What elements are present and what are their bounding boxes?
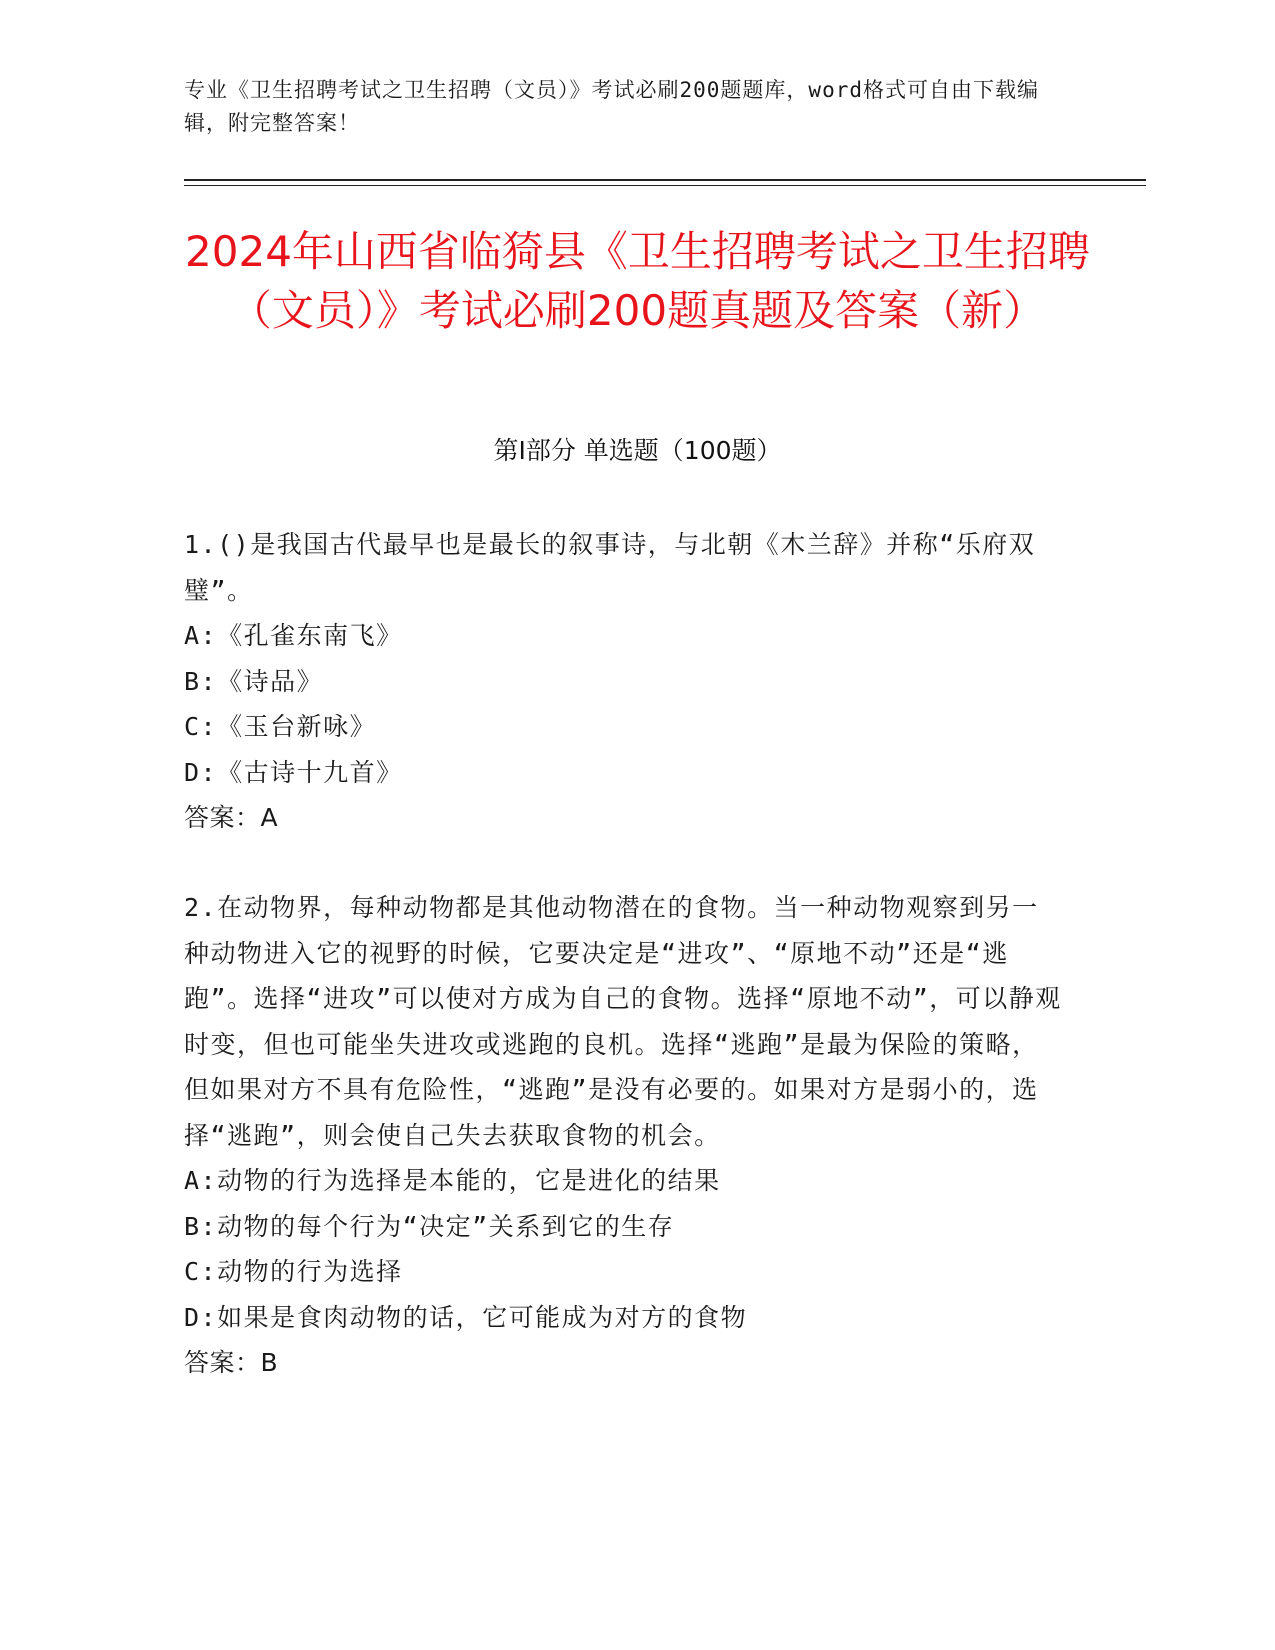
document-title: 2024年山西省临猗县《卫生招聘考试之卫生招聘（文员）》考试必刷200题真题及答案（新）: [185, 227, 1090, 335]
section-heading: 第I部分 单选题（100题）: [493, 436, 782, 465]
option-d: D:《古诗十九首》: [184, 757, 403, 787]
answer-line: 答案：B: [184, 1348, 279, 1377]
question-2: [184, 885, 1064, 1386]
header-divider-thin: [184, 185, 1146, 186]
header-note: 专业《卫生招聘考试之卫生招聘（文员）》考试必刷200题题库，word格式可自由下载编辑，附完整答案！: [184, 78, 1039, 135]
question-stem: 1.()是我国古代最早也是最长的叙事诗，与北朝《木兰辞》并称“乐府双璧”。: [184, 530, 1036, 605]
option-b: B:动物的每个行为“决定”关系到它的生存: [184, 1211, 675, 1241]
answer-line: 答案：A: [184, 803, 279, 832]
option-b: B:《诗品》: [184, 666, 324, 696]
question-1: [184, 522, 1064, 841]
question-stem: 2.在动物界，每种动物都是其他动物潜在的食物。当一种动物观察到另一种动物进入它的视野的时候，它要决定是“进攻”、“原地不动”还是“逃跑”。选择“进攻”可以使对方成为自己的食物。选择“原地不动”，可以静观时变，但也可能坐失进攻或逃跑的良机。选择“逃跑”是最为保险的策略，但如果对方不具有危险性，“逃跑”是没有必要的。如果对方是弱小的，选择“逃跑”，则会使自己失去获取食物的机会。: [184, 893, 1062, 1150]
option-c: C:动物的行为选择: [184, 1257, 403, 1286]
header-divider-thick: [184, 179, 1146, 181]
option-a: A:动物的行为选择是本能的，它是进化的结果: [184, 1166, 721, 1195]
option-c: C:《玉台新咏》: [184, 712, 377, 741]
option-d: D:如果是食肉动物的话，它可能成为对方的食物: [184, 1302, 748, 1332]
option-a: A:《孔雀东南飞》: [184, 621, 403, 650]
